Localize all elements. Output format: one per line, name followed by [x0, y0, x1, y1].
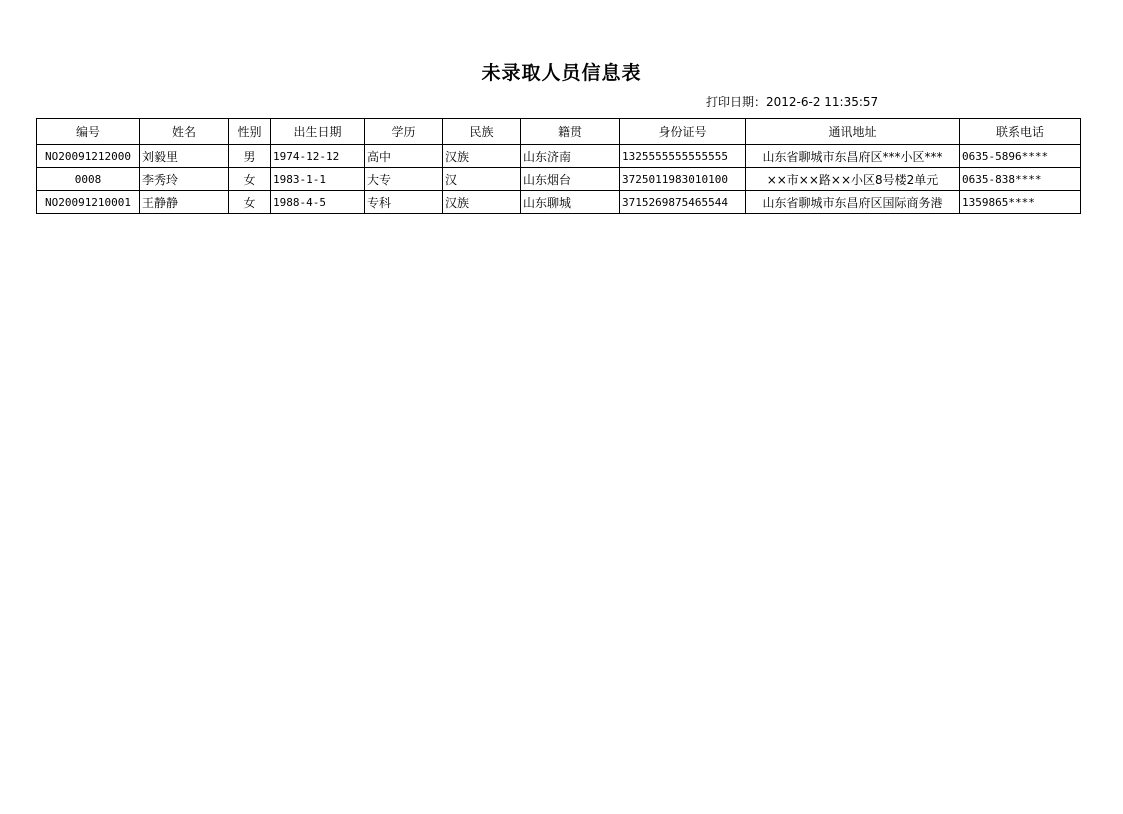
cell-id: NO20091212000	[37, 145, 140, 168]
cell-education: 专科	[365, 191, 443, 214]
applicant-table	[36, 118, 1081, 214]
cell-address: 山东省聊城市东昌府区***小区***	[746, 145, 960, 168]
header-native-place: 籍贯	[521, 119, 620, 145]
cell-phone: 0635-5896****	[960, 145, 1081, 168]
cell-native-place: 山东济南	[521, 145, 620, 168]
cell-birthdate: 1988-4-5	[271, 191, 365, 214]
cell-name: 王静静	[140, 191, 229, 214]
cell-birthdate: 1983-1-1	[271, 168, 365, 191]
cell-id-number: 3715269875465544	[620, 191, 746, 214]
cell-id-number: 3725011983010100	[620, 168, 746, 191]
cell-phone: 1359865****	[960, 191, 1081, 214]
header-id: 编号	[37, 119, 140, 145]
cell-ethnicity: 汉族	[443, 191, 521, 214]
cell-gender: 女	[229, 191, 271, 214]
cell-address: ××市××路××小区8号楼2单元	[746, 168, 960, 191]
cell-name: 刘毅里	[140, 145, 229, 168]
cell-gender: 男	[229, 145, 271, 168]
header-name: 姓名	[140, 119, 229, 145]
cell-id: NO20091210001	[37, 191, 140, 214]
cell-phone: 0635-838****	[960, 168, 1081, 191]
header-address: 通讯地址	[746, 119, 960, 145]
header-ethnicity: 民族	[443, 119, 521, 145]
table-row	[37, 191, 1081, 214]
table-header-row	[37, 119, 1081, 145]
cell-id-number: 1325555555555555	[620, 145, 746, 168]
cell-birthdate: 1974-12-12	[271, 145, 365, 168]
header-gender: 性别	[229, 119, 271, 145]
cell-native-place: 山东聊城	[521, 191, 620, 214]
cell-gender: 女	[229, 168, 271, 191]
header-birthdate: 出生日期	[271, 119, 365, 145]
cell-name: 李秀玲	[140, 168, 229, 191]
cell-education: 高中	[365, 145, 443, 168]
report-title: 未录取人员信息表	[481, 62, 642, 84]
cell-education: 大专	[365, 168, 443, 191]
print-date: 打印日期：2012-6-2 11:35:57	[706, 95, 879, 109]
table-row	[37, 168, 1081, 191]
cell-ethnicity: 汉族	[443, 145, 521, 168]
table-row	[37, 145, 1081, 168]
header-education: 学历	[365, 119, 443, 145]
header-phone: 联系电话	[960, 119, 1081, 145]
cell-native-place: 山东烟台	[521, 168, 620, 191]
cell-id: 0008	[37, 168, 140, 191]
cell-ethnicity: 汉	[443, 168, 521, 191]
header-id-number: 身份证号	[620, 119, 746, 145]
cell-address: 山东省聊城市东昌府区国际商务港	[746, 191, 960, 214]
